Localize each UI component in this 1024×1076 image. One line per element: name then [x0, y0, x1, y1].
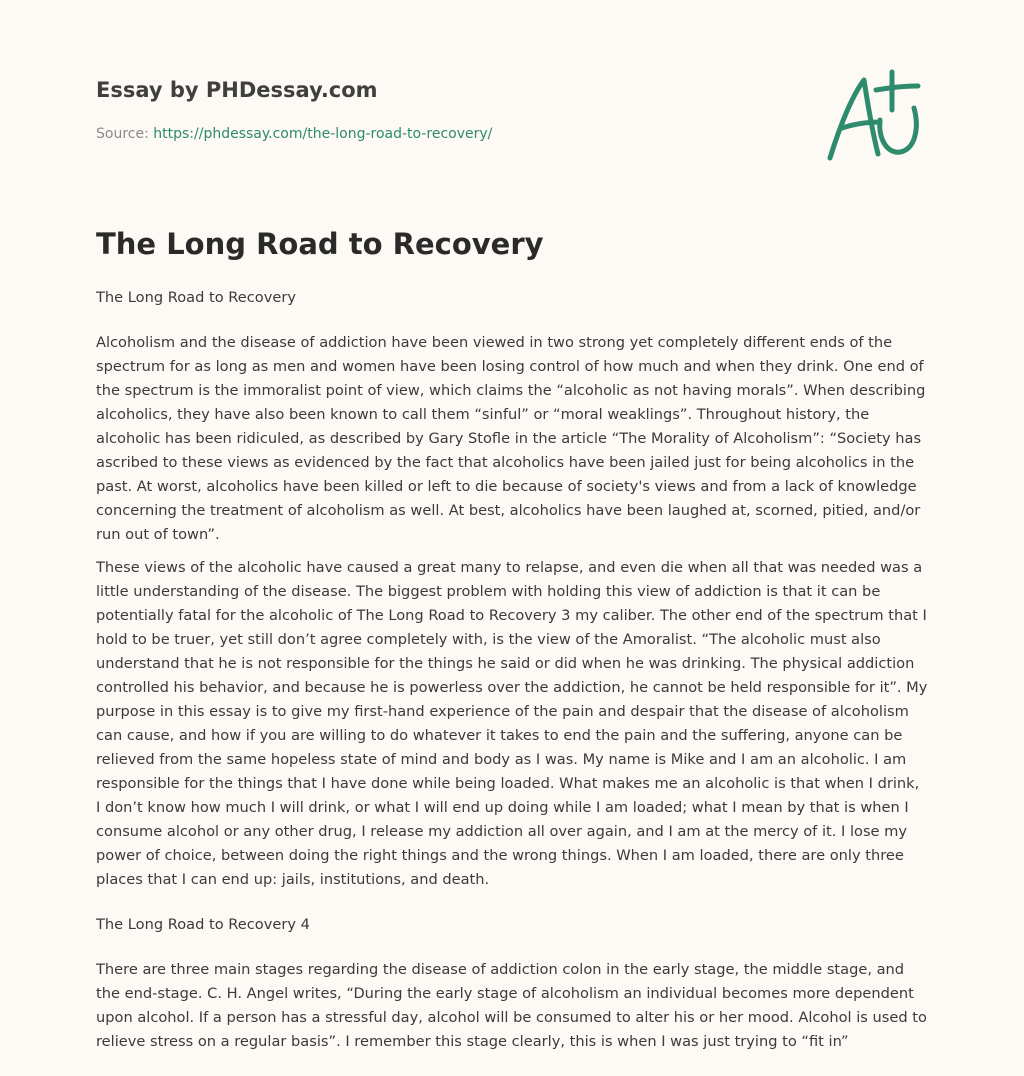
essay-content — [96, 286, 928, 1063]
source-label: Source: — [96, 126, 149, 142]
site-title: Essay by PHDessay.com — [96, 78, 378, 102]
essay-paragraph: These views of the alcoholic have caused a great many to relapse, and even die when all that was needed was a little understanding of the disease. The biggest problem with holding this view of addiction is that it can be potentially fatal for the alcoholic of The Long Road to Recovery 3 my caliber. The other end of the spectrum that I hold to be truer, yet still don’t agree completely with, is the view of the Amoralist. “The alcoholic must also understand that he is not responsible for the things he said or did when he was drinking. The physical addiction controlled his behavior, and because he is powerless over the addiction, he cannot be held responsible for it”. My purpose in this essay is to give my first-hand experience of the pain and despair that the disease of alcoholism can cause, and how if you are willing to do whatever it takes to end the pain and the suffering, anyone can be relieved from the same hopeless state of mind and body as I was. My name is Mike and I am an alcoholic. I am responsible for the things that I have done while being loaded. What makes me an alcoholic is that when I drink, I don’t know how much I will drink, or what I will end up doing while I am loaded; what I mean by that is when I consume alcohol or any other drug, I release my addiction all over again, and I am at the mercy of it. I lose my power of choice, between doing the right things and the wrong things. When I am loaded, there are only three places that I can end up: jails, institutions, and death. — [96, 559, 928, 888]
source-link[interactable]: https://phdessay.com/the-long-road-to-recovery/ — [153, 126, 493, 142]
essay-title: The Long Road to Recovery — [96, 227, 544, 261]
essay-page-heading: The Long Road to Recovery 4 — [96, 916, 310, 933]
essay-subtitle: The Long Road to Recovery — [96, 289, 296, 306]
essay-header — [96, 76, 796, 144]
essay-paragraph: There are three main stages regarding the disease of addiction colon in the early stage, the middle stage, and the end-stage. C. H. Angel writes, “During the early stage of alcoholism an individual becomes more dependent upon alcohol. If a person has a stressful day, alcohol will be consumed to alter his or her mood. Alcohol is used to relieve stress on a regular basis”. I remember this stage clearly, this is when I was just trying to “fit in” — [96, 961, 927, 1050]
essay-paragraph: Alcoholism and the disease of addiction have been viewed in two strong yet completely different ends of the spectrum for as long as men and women have been losing control of how much and when they drink. One end of the spectrum is the immoralist point of view, which claims the “alcoholic as not having morals”. When describing alcoholics, they have also been known to call them “sinful” or “moral weaklings”. Throughout history, the alcoholic has been ridiculed, as described by Gary Stofle in the article “The Morality of Alcoholism”: “Society has ascribed to these views as evidenced by the fact that alcoholics have been jailed just for being alcoholics in the past. At worst, alcoholics have been killed or left to die because of society's views and from a lack of knowledge concerning the treatment of alcoholism as well. At best, alcoholics have been laughed at, scorned, pitied, and/or run out of town”. — [96, 334, 926, 543]
source-line — [96, 124, 796, 144]
a-plus-logo-icon — [822, 66, 926, 166]
